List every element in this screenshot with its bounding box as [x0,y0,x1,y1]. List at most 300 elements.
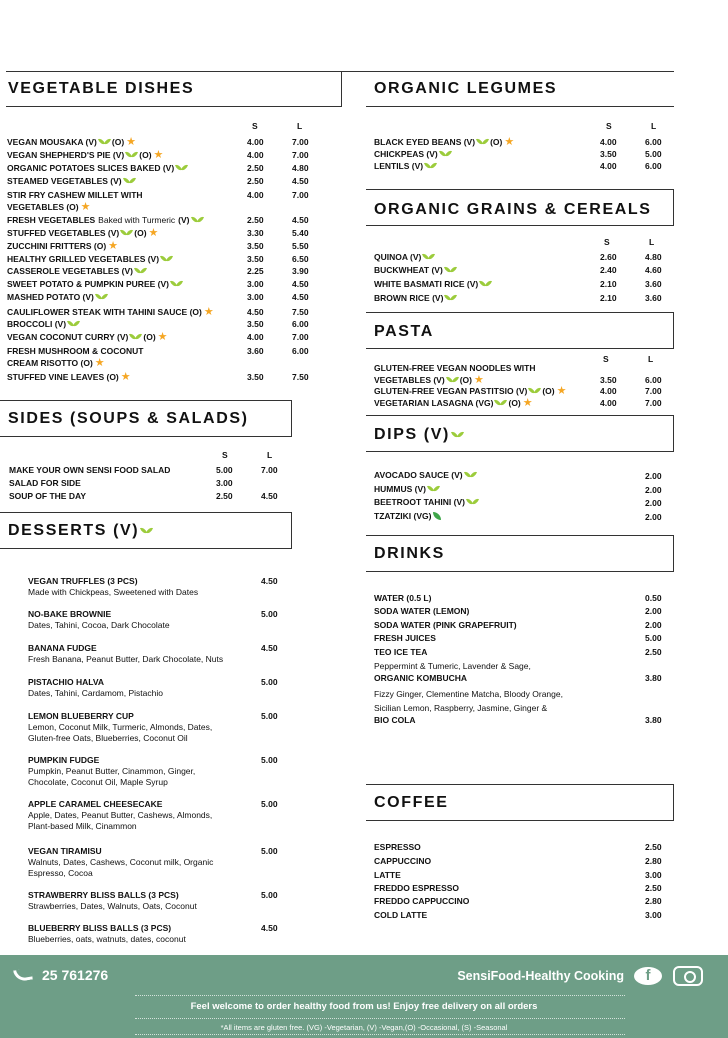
dessert-ingredients: Made with Chickpeas, Sweetened with Dates [28,587,199,597]
vegan-leaf-icon [135,267,146,275]
desserts-title-text: DESSERTS (V) [8,522,140,539]
menu-item [374,265,458,275]
drink-description: Fizzy Ginger, Clementine Matcha, Bloody Orange, [374,689,563,699]
menu-item [374,856,431,866]
dessert-name: BLUEBERRY BLISS BALLS (3 PCS) [28,923,172,933]
price-small: 4.00 [247,150,264,160]
item-name: WHITE BASMATI RICE (V) [374,279,479,289]
price-small: 2.10 [600,293,617,303]
price: 2.50 [645,883,662,893]
item-name: AVOCADO SAUCE (V) [374,470,463,480]
veg-col-l: L [297,121,303,131]
dessert-ingredients: Fresh Banana, Peanut Butter, Dark Chocolate, Nuts [28,654,224,664]
menu-item [9,478,81,488]
vegan-leaf-icon [96,293,107,301]
price-small: 3.30 [247,228,264,238]
menu-item [7,307,214,317]
price: 2.50 [645,842,662,852]
sides-col-l: L [267,450,273,460]
dessert-name: PUMPKIN FUDGE [28,755,100,765]
menu-item [374,896,469,906]
vegan-leaf-icon [440,150,451,158]
item-name: ORGANIC POTATOES SLICES BAKED (V) [7,163,175,173]
vegan-leaf-icon [425,162,436,170]
dessert-ingredients: Dates, Tahini, Cardamom, Pistachio [28,688,163,698]
sides-col-s: S [222,450,228,460]
dessert-price: 5.00 [261,890,278,900]
menu-item [7,254,174,264]
price-small: 2.60 [600,252,617,262]
phone-contact[interactable] [14,967,108,983]
price: 5.00 [645,633,662,643]
item-name: CREAM RISOTTO (O) [7,358,93,368]
price-small: 2.50 [247,163,264,173]
item-tag: (O) [542,386,555,396]
menu-item [374,161,438,171]
price-large: 7.50 [292,307,309,317]
pasta-col-s: S [603,354,609,364]
price-large: 7.00 [292,190,309,200]
price: 3.80 [645,715,662,725]
menu-item [374,910,427,920]
vegan-leaf-icon [126,151,137,159]
item-name: STUFFED VEGETABLES (V) [7,228,120,238]
occasional-star-icon: ★ [153,149,164,161]
price-small: 2.50 [247,215,264,225]
menu-item [7,319,81,329]
occasional-star-icon: ★ [504,136,515,148]
dessert-price: 5.00 [261,677,278,687]
dips-title-text: DIPS (V) [374,426,450,443]
price-large: 7.00 [261,465,278,475]
item-name: BEETROOT TAHINI (V) [374,497,465,507]
item-tag: (O) [111,137,125,147]
item-name: GLUTEN-FREE VEGAN PASTITSIO (V) [374,386,528,396]
item-name: BROWN RICE (V) [374,293,444,303]
dessert-name: BANANA FUDGE [28,643,97,653]
drinks-title: DRINKS [374,545,445,562]
dessert-name: VEGAN TRUFFLES (3 PCS) [28,576,138,586]
item-name: CAPPUCCINO [374,856,432,866]
dessert-ingredients: Lemon, Coconut Milk, Turmeric, Almonds, Dates, [28,722,213,732]
price-large: 7.00 [292,332,309,342]
menu-item [7,202,91,212]
grains-col-l: L [649,237,655,247]
item-name: HUMMUS (V) [374,484,426,494]
item-note: Baked with Turmeric [98,215,176,225]
price-large: 7.00 [292,150,309,160]
vegetarian-leaf-icon [433,512,441,520]
price-small: 2.10 [600,279,617,289]
item-name: FREDDO ESPRESSO [374,883,460,893]
item-name: LENTILS (V) [374,161,424,171]
price-small: 3.00 [247,292,264,302]
dessert-ingredients: Dates, Tahini, Cocoa, Dark Chocolate [28,620,170,630]
menu-item [374,375,484,385]
item-name: SOUP OF THE DAY [9,491,86,501]
price-large: 4.50 [292,279,309,289]
price-large: 3.60 [645,279,662,289]
item-name: MASHED POTATO (V) [7,292,94,302]
vegan-leaf-icon [171,280,182,288]
menu-item [374,842,421,852]
menu-item [7,358,105,368]
menu-item [7,292,109,302]
item-name: CHICKPEAS (V) [374,149,438,159]
menu-item [374,606,469,616]
vegan-leaf-icon [423,253,434,261]
menu-item [7,266,148,276]
price-large: 4.80 [645,252,662,262]
price-small: 3.50 [600,375,617,385]
menu-item [7,279,184,289]
dessert-ingredients: Espresso, Cocoa [28,868,93,878]
price-small: 3.50 [247,319,264,329]
price-small: 5.00 [216,465,233,475]
price-large: 6.00 [292,346,309,356]
facebook-icon[interactable]: f [634,967,662,985]
occasional-star-icon: ★ [473,374,484,386]
price-small: 3.50 [247,241,264,251]
menu-item [7,190,143,200]
vegan-leaf-icon [161,255,172,263]
vegan-leaf-icon [124,177,135,185]
price-large: 5.00 [645,149,662,159]
occasional-star-icon: ★ [203,306,214,318]
menu-item [7,176,137,186]
price-small: 3.60 [247,346,264,356]
price-small: 4.00 [600,386,617,396]
dips-title [374,426,465,444]
coffee-title: COFFEE [374,794,449,811]
legumes-col-l: L [651,121,657,131]
price: 2.00 [645,498,662,508]
dotted-divider [135,995,625,996]
menu-item [7,163,189,173]
menu-item [7,215,205,225]
occasional-star-icon: ★ [80,201,91,213]
item-tag: (O) [459,375,472,385]
item-name: GLUTEN-FREE VEGAN NOODLES WITH [374,363,536,373]
item-name: FRESH VEGETABLES [7,215,96,225]
instagram-icon[interactable] [673,966,703,986]
price-large: 4.50 [292,176,309,186]
header-divider [341,71,342,107]
menu-item [374,293,458,303]
item-name: VEGETABLES (O) [7,202,79,212]
dessert-price: 4.50 [261,643,278,653]
vegan-leaf-icon [529,387,540,395]
pasta-col-l: L [648,354,654,364]
vegan-leaf-icon [452,431,463,439]
phone-number: 25 761276 [42,967,109,983]
desserts-title [8,522,154,540]
occasional-star-icon: ★ [126,136,137,148]
price-small: 4.00 [600,137,617,147]
price-large: 6.00 [645,375,662,385]
price-large: 6.00 [292,319,309,329]
menu-item [374,673,467,683]
dessert-ingredients: Blueberries, oats, watnuts, dates, coconut [28,934,186,944]
menu-item [374,633,436,643]
sides-title: SIDES (SOUPS & SALADS) [8,410,249,427]
price-large: 4.60 [645,265,662,275]
dotted-divider [135,1034,625,1035]
pasta-title: PASTA [374,323,434,340]
item-name: BUCKWHEAT (V) [374,265,443,275]
price-large: 7.00 [645,398,662,408]
occasional-star-icon: ★ [148,227,159,239]
price-large: 6.50 [292,254,309,264]
price-large: 3.90 [292,266,309,276]
item-name: VEGETABLES (V) [374,375,445,385]
menu-item [374,883,459,893]
dessert-name: PISTACHIO HALVA [28,677,105,687]
welcome-message: Feel welcome to order healthy food from us! Enjoy free delivery on all orders [190,1001,538,1012]
menu-item [374,497,480,507]
occasional-star-icon: ★ [120,371,131,383]
menu-item [7,137,136,147]
dessert-ingredients: Plant-based Milk, Cinammon [28,821,137,831]
top-rule [6,71,674,72]
price-small: 3.50 [247,372,264,382]
menu-item [9,465,170,475]
occasional-star-icon: ★ [556,385,567,397]
item-name: ORGANIC KOMBUCHA [374,673,468,683]
price-large: 5.50 [292,241,309,251]
drink-description: Peppermint & Tumeric, Lavender & Sage, [374,661,531,671]
menu-item [7,150,163,160]
drink-description: Sicilian Lemon, Raspberry, Jasmine, Ginger & [374,703,548,713]
price-large: 4.50 [292,215,309,225]
dessert-name: LEMON BLUEBERRY CUP [28,711,134,721]
dessert-price: 5.00 [261,846,278,856]
vegan-leaf-icon [68,320,79,328]
menu-item [374,386,566,396]
dessert-price: 5.00 [261,609,278,619]
vegan-leaf-icon [130,333,141,341]
vegan-leaf-icon [428,485,439,493]
menu-item [374,870,401,880]
menu-item [7,241,118,251]
price-small: 2.50 [247,176,264,186]
item-tag: (O) [508,398,521,408]
organic-legumes-title: ORGANIC LEGUMES [374,80,558,97]
legumes-col-s: S [606,121,612,131]
legumes-rule [366,106,674,107]
menu-item [374,511,441,521]
dessert-price: 5.00 [261,711,278,721]
item-name: WATER (0.5 L) [374,593,432,603]
veg-rule [6,106,341,107]
menu-item [374,149,453,159]
vegan-leaf-icon [445,266,456,274]
price: 2.00 [645,620,662,630]
dessert-price: 5.00 [261,799,278,809]
menu-item [374,715,416,725]
item-name: CASSEROLE VEGETABLES (V) [7,266,133,276]
item-tag: (O) [490,137,503,147]
occasional-star-icon: ★ [522,397,533,409]
item-name: VEGAN SHEPHERD'S PIE (V) [7,150,125,160]
price-large: 6.00 [645,161,662,171]
grains-col-s: S [604,237,610,247]
dessert-name: APPLE CARAMEL CHEESECAKE [28,799,163,809]
vegan-leaf-icon [480,280,491,288]
price-small: 2.25 [247,266,264,276]
item-name: LATTE [374,870,401,880]
item-name: FRESH JUICES [374,633,436,643]
price-large: 4.50 [261,491,278,501]
menu-item [374,647,427,657]
item-name: HEALTHY GRILLED VEGETABLES (V) [7,254,160,264]
item-name: ZUCCHINI FRITTERS (O) [7,241,107,251]
price-small: 3.50 [247,254,264,264]
menu-item [374,620,517,630]
price: 0.50 [645,593,662,603]
dessert-price: 4.50 [261,923,278,933]
price-large: 4.80 [292,163,309,173]
dessert-ingredients: Apple, Dates, Peanut Butter, Cashews, Almonds, [28,810,213,820]
item-name: SODA WATER (LEMON) [374,606,470,616]
item-tag: (O) [143,332,156,342]
vegan-leaf-icon [192,216,203,224]
price-large: 7.00 [292,137,309,147]
menu-item [374,470,478,480]
item-name: SODA WATER (PINK GRAPEFRUIT) [374,620,517,630]
item-name: VEGAN COCONUT CURRY (V) [7,332,129,342]
item-name: STIR FRY CASHEW MILLET WITH [7,190,143,200]
dessert-price: 4.50 [261,576,278,586]
item-name: MAKE YOUR OWN SENSI FOOD SALAD [9,465,171,475]
vegan-leaf-icon [99,138,110,146]
item-name: ESPRESSO [374,842,421,852]
dessert-name: VEGAN TIRAMISU [28,846,102,856]
brand-name: SensiFood-Healthy Cooking [457,969,624,983]
dessert-price: 5.00 [261,755,278,765]
dessert-ingredients: Gluten-free Oats, Blueberries, Coconut Oil [28,733,188,743]
price-small: 4.00 [600,398,617,408]
item-name: TEO ICE TEA [374,647,428,657]
vegan-leaf-icon [176,164,187,172]
price-small: 4.00 [247,190,264,200]
footer [0,955,728,1038]
vegetable-dishes-title: VEGETABLE DISHES [8,80,195,97]
menu-item [374,593,431,603]
item-name: FREDDO CAPPUCCINO [374,896,470,906]
dessert-ingredients: Pumpkin, Peanut Butter, Cinammon, Ginger, [28,766,196,776]
item-name: VEGAN MOUSAKA (V) [7,137,97,147]
price-small: 4.50 [247,307,264,317]
price-large: 4.50 [292,292,309,302]
item-name: QUINOA (V) [374,252,422,262]
menu-item [7,372,131,382]
item-tag: (O) [134,228,147,238]
vegan-leaf-icon [447,376,458,384]
vegan-leaf-icon [467,498,478,506]
item-name: CAULIFLOWER STEAK WITH TAHINI SAUCE (O) [7,307,202,317]
dessert-ingredients: Chocolate, Coconut Oil, Maple Syrup [28,777,168,787]
item-name: SWEET POTATO & PUMPKIN PUREE (V) [7,279,169,289]
veg-col-s: S [252,121,258,131]
price-large: 7.50 [292,372,309,382]
price-large: 3.60 [645,293,662,303]
vegan-leaf-icon [121,229,132,237]
price: 2.00 [645,471,662,481]
item-name: STEAMED VEGETABLES (V) [7,176,122,186]
menu-item [374,279,493,289]
price: 2.00 [645,512,662,522]
price: 2.80 [645,856,662,866]
vegan-leaf-icon [141,527,152,535]
price-large: 7.00 [645,386,662,396]
price-small: 3.00 [216,478,233,488]
menu-item [7,346,143,356]
item-name: FRESH MUSHROOM & COCONUT [7,346,144,356]
legend-text: *All items are gluten free. (VG) -Vegetarian, (V) -Vegan,(O) -Occasional, (S) -Seasonal [220,1023,508,1032]
item-name: BIO COLA [374,715,416,725]
item-name: STUFFED VINE LEAVES (O) [7,372,119,382]
phone-icon [13,968,33,983]
menu-item [9,491,86,501]
occasional-star-icon: ★ [157,331,168,343]
price: 2.00 [645,606,662,616]
price: 3.80 [645,673,662,683]
price-small: 3.50 [600,149,617,159]
menu-item [374,363,536,373]
occasional-star-icon: ★ [108,240,119,252]
item-name: BLACK EYED BEANS (V) [374,137,476,147]
vegan-leaf-icon [477,138,488,146]
price-small: 2.40 [600,265,617,275]
menu-item [7,332,168,342]
menu-item [7,228,158,238]
price-small: 4.00 [247,137,264,147]
dessert-name: STRAWBERRY BLISS BALLS (3 PCS) [28,890,179,900]
item-name: TZATZIKI (VG) [374,511,432,521]
dessert-ingredients: Strawberries, Dates, Walnuts, Oats, Coconut [28,901,197,911]
price-small: 2.50 [216,491,233,501]
occasional-star-icon: ★ [94,357,105,369]
menu-item [374,398,533,408]
vegan-leaf-icon [465,471,476,479]
vegan-leaf-icon [495,399,506,407]
price: 3.00 [645,910,662,920]
menu-item [374,484,441,494]
price: 2.00 [645,485,662,495]
price-small: 4.00 [600,161,617,171]
item-name: SALAD FOR SIDE [9,478,81,488]
price-large: 5.40 [292,228,309,238]
item-name: COLD LATTE [374,910,428,920]
price: 2.80 [645,896,662,906]
price-small: 4.00 [247,332,264,342]
vegan-leaf-icon [445,294,456,302]
item-name: VEGETARIAN LASAGNA (VG) [374,398,494,408]
item-name: BROCCOLI (V) [7,319,67,329]
item-tag: (O) [139,150,152,160]
menu-item [374,137,514,147]
dotted-divider [135,1018,625,1019]
menu-item [374,252,436,262]
price-large: 6.00 [645,137,662,147]
dessert-ingredients: Walnuts, Dates, Cashews, Coconut milk, Organic [28,857,214,867]
item-tag: (V) [178,215,190,225]
grains-title: ORGANIC GRAINS & CEREALS [374,201,652,218]
dessert-name: NO-BAKE BROWNIE [28,609,112,619]
price: 3.00 [645,870,662,880]
price: 2.50 [645,647,662,657]
